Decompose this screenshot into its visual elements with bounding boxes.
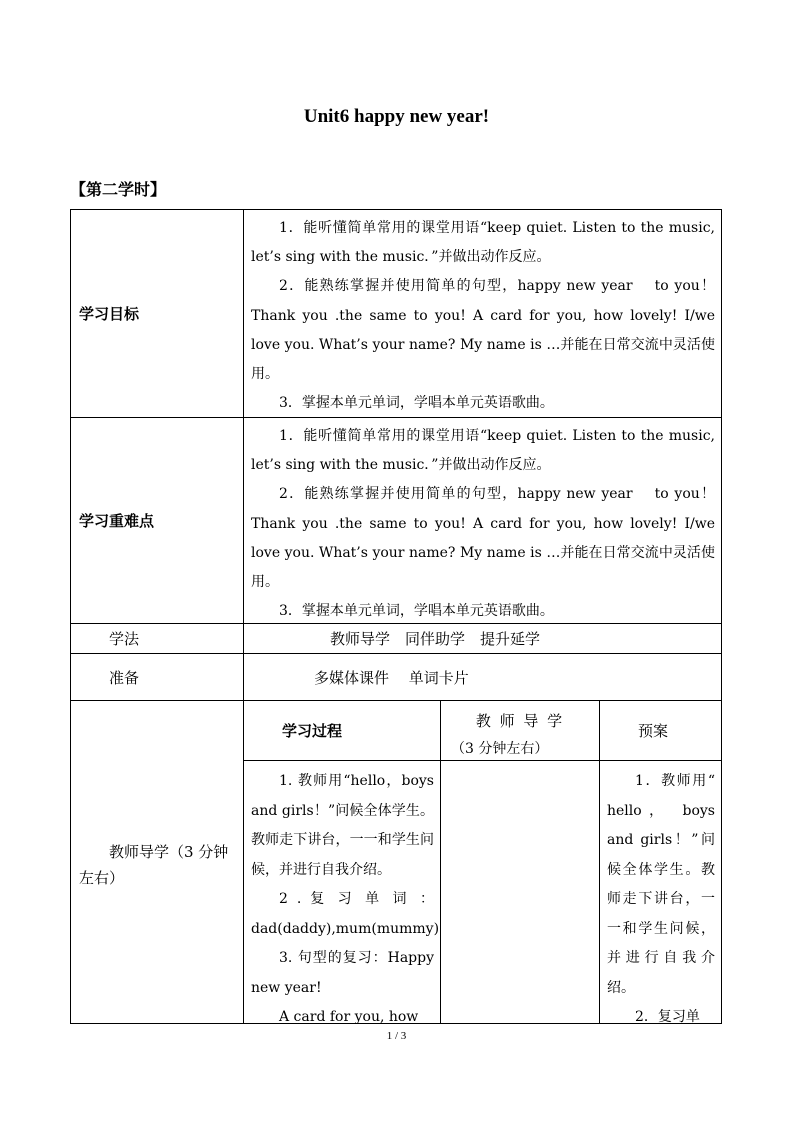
teacher-guide-content [441,761,599,1023]
preparation-label: 准备 [109,668,140,687]
process-item: 3. 句型的复习：Happy new year! [251,950,434,996]
goal-item: 3．掌握本单元单词，学唱本单元英语歌曲。 [279,395,554,412]
section-label: 【第二学时】 [70,180,167,199]
key-points-content [244,418,721,623]
plan-content [600,761,721,1023]
teacher-guide-header [441,701,599,760]
process-content [244,761,440,1023]
key-point-item: 1．能听懂简单常用的课堂用语“keep quiet. Listen to the music, let’s sing with the music．”并做出动作反应。 [251,428,715,474]
process-item: A card for you, how [279,1009,419,1023]
method-value: 教师导学 同伴助学 提升延学 [330,630,541,648]
key-point-item: 3．掌握本单元单词，学唱本单元英语歌曲。 [279,603,554,620]
goal-item: 2．能熟练掌握并使用简单的句型，happy new year to you！Thank you .the same to you! A card for you, how lovely! I/we love you. What’s your name? My name is …并能在日常交流中灵活使用。 [251,278,715,383]
goals-label: 学习目标 [79,305,140,323]
document-title: Unit6 happy new year! [303,106,490,127]
teacher-guide-header-line1: 教 师 导 学 [475,712,565,730]
process-header: 学习过程 [282,722,343,740]
teacher-guide-header-line2: （3 分钟左右） [451,741,549,757]
goals-content [244,210,721,417]
method-label: 学法 [109,630,140,648]
key-point-item: 2．能熟练掌握并使用简单的句型，happy new year to you！Thank you .the same to you! A card for you, how lovely! I/we love you. What’s your name? My name is …并能在日常交流中灵活使用。 [251,486,715,591]
preparation-value: 多媒体课件 单词卡片 [314,668,469,687]
plan-header: 预案 [638,722,669,740]
key-points-label: 学习重难点 [79,512,155,530]
process-item: 1. 教师用“hello，boys and girls！”问候全体学生。教师走下讲台，一一和学生问候，并进行自我介绍。 [251,773,434,878]
teacher-guide-label: 教师导学（3 分钟左右） [79,843,229,887]
goal-item: 1．能听懂简单常用的课堂用语“keep quiet. Listen to the music, let’s sing with the music．”并做出动作反应。 [251,220,715,266]
plan-item: 2．复习单 [635,1009,700,1023]
page-number: 1 / 3 [386,1030,407,1042]
process-item: 2 . 复 习 单 词 ：dad(daddy),mum(mummy) [251,891,440,937]
plan-item: 1．教师用“ hello， boys and girls！”问候全体学生。教师走下讲台，一一和学生问候，并进行自我介绍。 [607,773,715,996]
